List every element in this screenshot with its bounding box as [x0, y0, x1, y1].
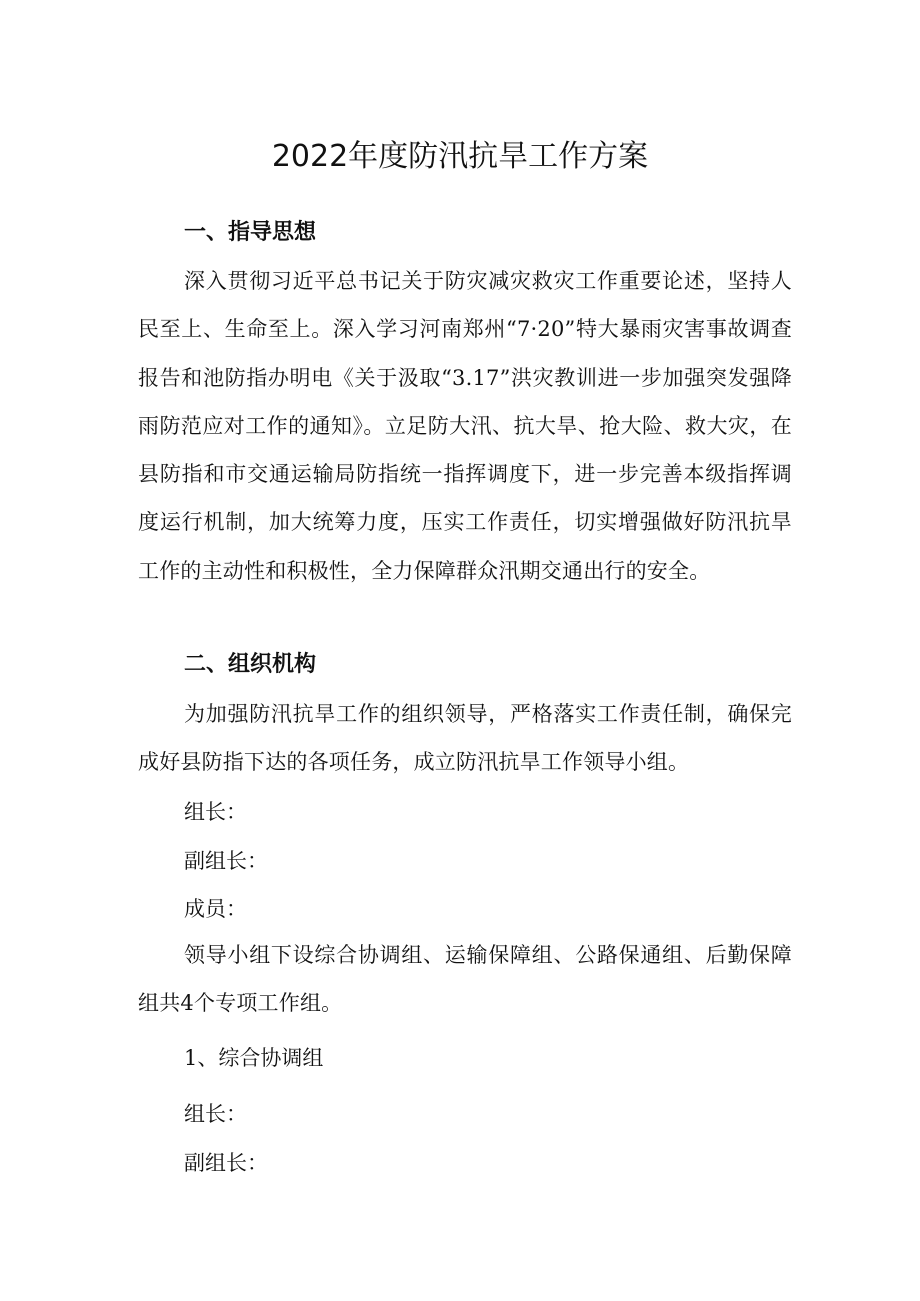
group1-title: 1、综合协调组 — [184, 1046, 324, 1070]
section-heading-guiding-thought: 一、指导思想 — [184, 220, 317, 245]
document-title: 2022年度防汛抗旱工作方案 — [271, 139, 649, 174]
leader-line: 组长： — [184, 800, 247, 824]
paragraph-organization: 为加强防汛抗旱工作的组织领导，严格落实工作责任制，确保完成好县防指下达的各项任务，成立防汛抗旱工作领导小组。 — [138, 702, 792, 775]
group1-deputy-line: 副组长： — [184, 1151, 268, 1175]
paragraph-subgroups: 领导小组下设综合协调组、运输保障组、公路保通组、后勤保障组共4个专项工作组。 — [138, 943, 792, 1016]
members-line: 成员： — [184, 897, 247, 921]
group1-leader-line: 组长： — [184, 1102, 247, 1126]
paragraph-guiding-thought: 深入贯彻习近平总书记关于防灾减灾救灾工作重要论述，坚持人民至上、生命至上。深入学习河南郑州“7·20”特大暴雨灾害事故调查报告和池防指办明电《关于汲取“3.17”洪灾教训进一步加强突发强降雨防范应对工作的通知》。立足防大汛、抗大旱、抢大险、救大灾，在县防指和市交通运输局防指统一指挥调度下，进一步完善本级指挥调度运行机制，加大统筹力度，压实工作责任，切实增强做好防汛抗旱工作的主动性和积极性，全力保障群众汛期交通出行的安全。 — [138, 269, 792, 583]
section-heading-organization: 二、组织机构 — [184, 652, 317, 677]
deputy-leader-line: 副组长： — [184, 849, 268, 873]
